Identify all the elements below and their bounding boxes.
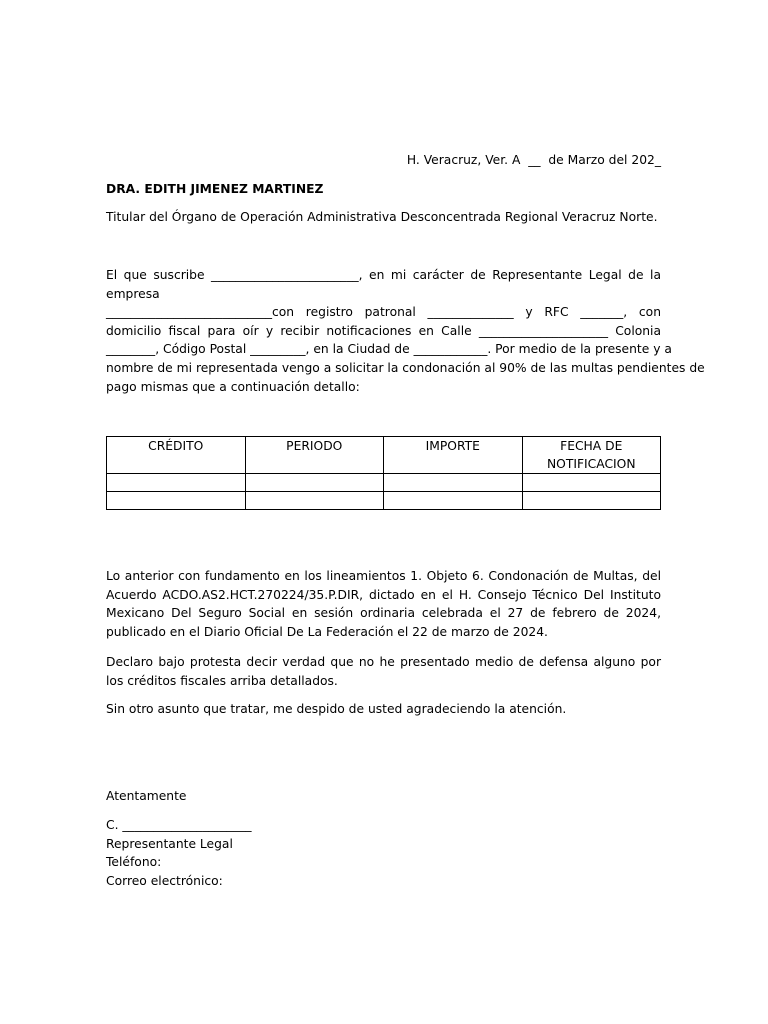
recipient-title: Titular del Órgano de Operación Administrativa Desconcentrada Regional Veracruz Norte.: [106, 210, 658, 224]
signature-block: [106, 816, 252, 890]
declaration-paragraph: Declaro bajo protesta decir verdad que no he presentado medio de defensa alguno por los créditos fiscales arriba detallados.: [106, 655, 661, 688]
table-cell: [245, 474, 384, 492]
paragraph-line: pago mismas que a continuación detallo:: [106, 379, 360, 394]
legal-basis-paragraph: Lo anterior con fundamento en los lineamientos 1. Objeto 6. Condonación de Multas, del Acuerdo ACDO.AS2.HCT.270224/35.P.DIR, dictado en el H. Consejo Técnico Del Instituto Mexicano Del Seguro Social en sesión ordinaria celebrada el 27 de febrero de 2024, publicado en el Diario Oficial De La Federación el 22 de marzo de 2024.: [106, 569, 661, 639]
table-header-row: [107, 437, 661, 474]
signature-name-line: C. _____________________: [106, 818, 252, 832]
paragraph-line: nombre de mi representada vengo a solicitar la condonación al 90% de las multas pendientes de: [106, 360, 705, 375]
paragraph-line: El que suscribe ________________________, en mi carácter de Representante Legal de la: [106, 268, 661, 282]
table-row: [107, 474, 661, 492]
table-cell: [384, 474, 523, 492]
request-paragraph: [106, 266, 705, 396]
column-header-periodo: PERIODO: [245, 437, 384, 474]
table-row: [107, 492, 661, 510]
closing-text: Atentamente: [106, 789, 187, 803]
table-cell: [384, 492, 523, 510]
column-header-fecha-notificacion: FECHA DE NOTIFICACION: [522, 437, 661, 474]
farewell-paragraph: Sin otro asunto que tratar, me despido de usted agradeciendo la atención.: [106, 702, 567, 716]
paragraph-line: domicilio fiscal para oír y recibir notificaciones en Calle _____________________ Colonia: [106, 323, 661, 338]
recipient-name: DRA. EDITH JIMENEZ MARTINEZ: [106, 182, 324, 196]
table-cell: [522, 492, 661, 510]
table-cell: [107, 492, 246, 510]
paragraph-line: ________, Código Postal _________, en la Ciudad de ____________. Por medio de la presente y a: [106, 342, 672, 357]
table-cell: [107, 474, 246, 492]
signature-phone-label: Teléfono:: [106, 855, 162, 870]
column-header-credito: CRÉDITO: [107, 437, 246, 474]
table-cell: [245, 492, 384, 510]
signature-role: Representante Legal: [106, 836, 233, 851]
signature-email-label: Correo electrónico:: [106, 873, 223, 888]
table-cell: [522, 474, 661, 492]
paragraph-line: ___________________________con registro patronal ______________ y RFC _______, con: [106, 305, 661, 320]
column-header-importe: IMPORTE: [384, 437, 523, 474]
credits-table: [106, 436, 661, 510]
paragraph-line: empresa: [106, 286, 160, 301]
date-line: H. Veracruz, Ver. A __ de Marzo del 202_: [406, 153, 661, 167]
